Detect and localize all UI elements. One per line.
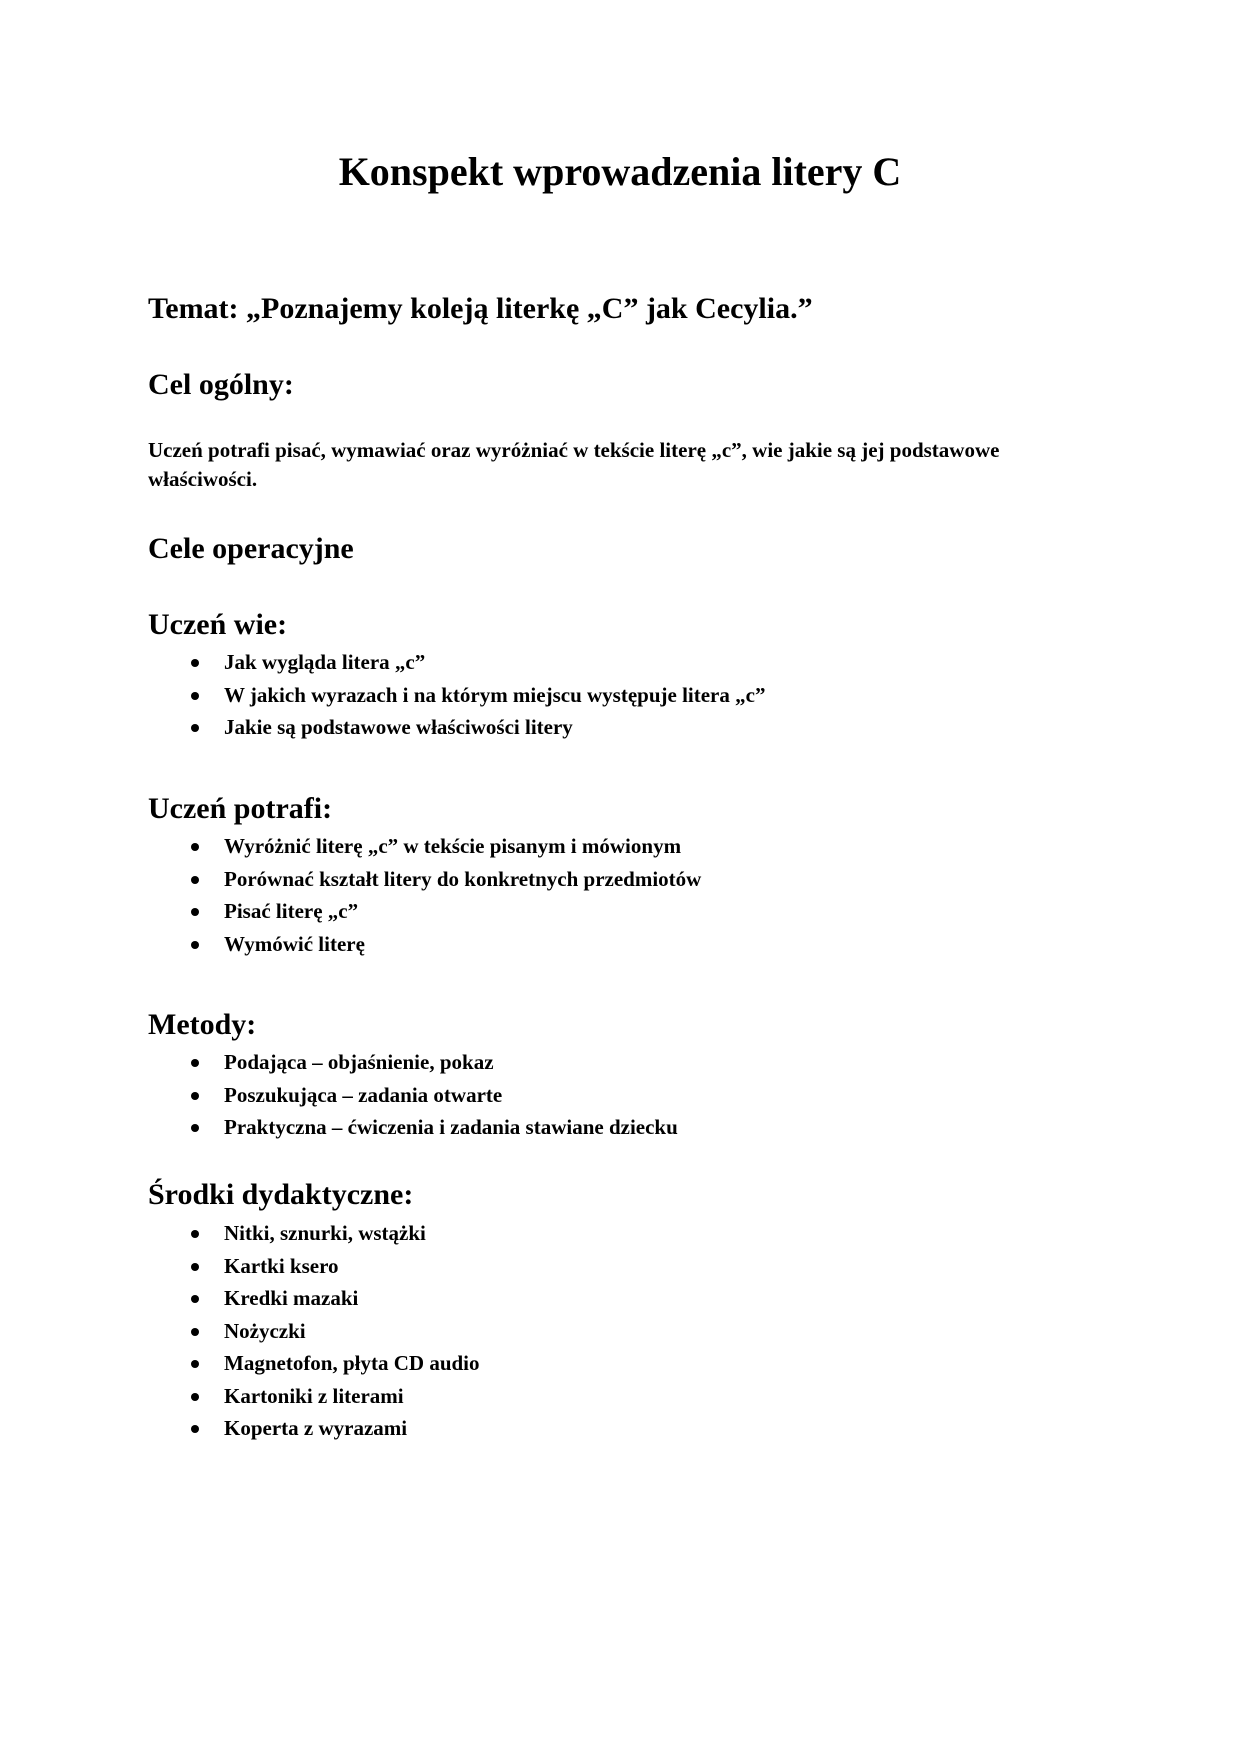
list-item: Jak wygląda litera „c” [148, 646, 765, 679]
bullet-icon [191, 1092, 199, 1100]
list-item: Poszukująca – zadania otwarte [148, 1079, 678, 1112]
bullet-icon [191, 941, 199, 949]
bullet-icon [191, 1393, 199, 1401]
bullet-icon [191, 1425, 199, 1433]
list-item: Kartoniki z literami [148, 1380, 480, 1413]
student-can-list [148, 830, 701, 960]
topic-heading: Temat: „Poznajemy koleją literkę „C” jak Cecylia.” [148, 292, 813, 325]
student-knows-heading: Uczeń wie: [148, 608, 288, 641]
bullet-icon [191, 1230, 199, 1238]
list-item: Jakie są podstawowe właściwości litery [148, 711, 765, 744]
student-knows-list [148, 646, 765, 744]
bullet-icon [191, 1124, 199, 1132]
bullet-icon [191, 659, 199, 667]
teaching-aids-list [148, 1217, 480, 1445]
methods-heading: Metody: [148, 1008, 257, 1041]
general-goal-text: Uczeń potrafi pisać, wymawiać oraz wyróżniać w tekście literę „c”, wie jakie są jej podstawowe właściwości. [148, 438, 1000, 491]
bullet-icon [191, 724, 199, 732]
list-item: Porównać kształt litery do konkretnych przedmiotów [148, 863, 701, 896]
list-item: Kartki ksero [148, 1250, 480, 1283]
general-goal-heading: Cel ogólny: [148, 368, 294, 401]
operational-goals-heading: Cele operacyjne [148, 532, 354, 565]
list-item: Wyróżnić literę „c” w tekście pisanym i mówionym [148, 830, 701, 863]
student-can-heading: Uczeń potrafi: [148, 792, 333, 825]
bullet-icon [191, 908, 199, 916]
list-item: Magnetofon, płyta CD audio [148, 1347, 480, 1380]
bullet-icon [191, 1328, 199, 1336]
list-item: Nitki, sznurki, wstążki [148, 1217, 480, 1250]
list-item: Praktyczna – ćwiczenia i zadania stawiane dziecku [148, 1111, 678, 1144]
list-item: Nożyczki [148, 1315, 480, 1348]
list-item: Kredki mazaki [148, 1282, 480, 1315]
teaching-aids-heading: Środki dydaktyczne: [148, 1178, 414, 1211]
bullet-icon [191, 692, 199, 700]
bullet-icon [191, 876, 199, 884]
list-item: Pisać literę „c” [148, 895, 701, 928]
methods-list [148, 1046, 678, 1144]
list-item: Koperta z wyrazami [148, 1412, 480, 1445]
bullet-icon [191, 1360, 199, 1368]
bullet-icon [191, 1295, 199, 1303]
bullet-icon [191, 843, 199, 851]
bullet-icon [191, 1263, 199, 1271]
list-item: Wymówić literę [148, 928, 701, 961]
list-item: W jakich wyrazach i na którym miejscu występuje litera „c” [148, 679, 765, 712]
bullet-icon [191, 1059, 199, 1067]
document-title: Konspekt wprowadzenia litery C [338, 149, 902, 194]
list-item: Podająca – objaśnienie, pokaz [148, 1046, 678, 1079]
